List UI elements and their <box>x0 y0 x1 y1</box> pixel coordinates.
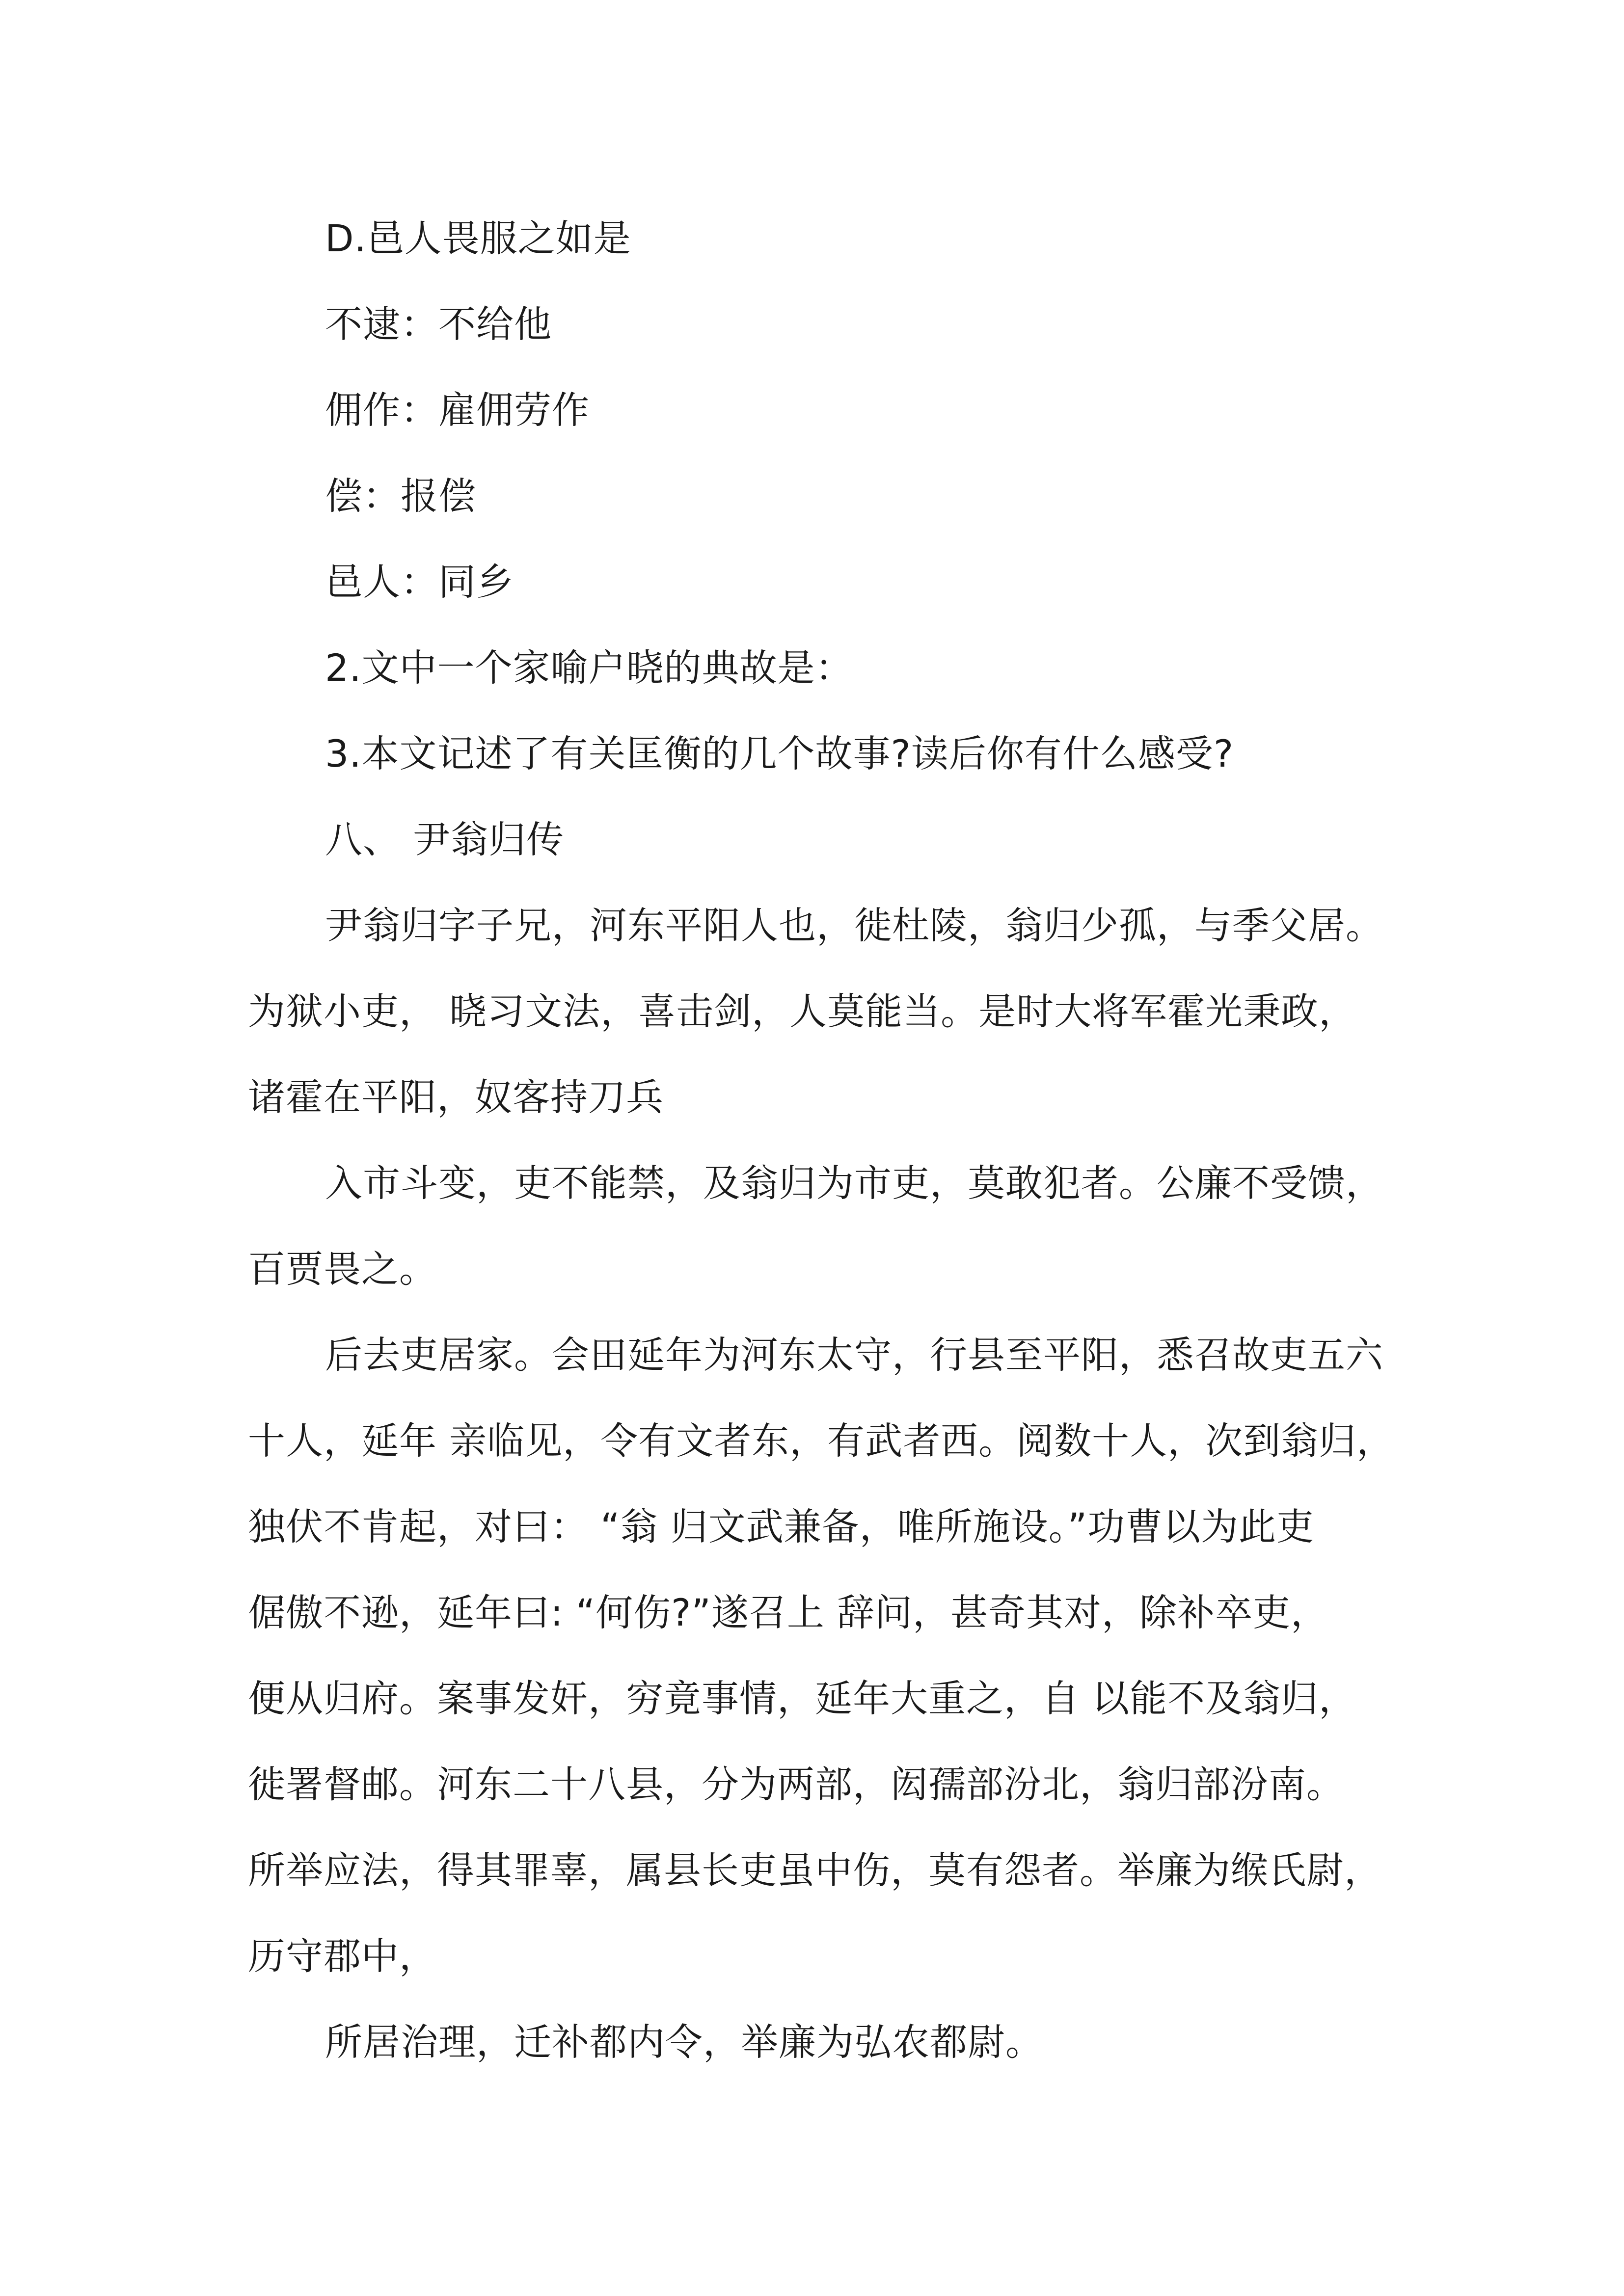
text-line: D.邑人畏服之如是 <box>325 216 631 260</box>
text-line: 入市斗变，吏不能禁，及翁归为市吏，莫敢犯者。公廉不受馈， <box>325 1161 1383 1205</box>
text-line: 独伏不肯起，对曰： “翁 归文武兼备，唯所施设。”功曹以为此吏 <box>248 1505 1315 1548</box>
text-line: 佣作：雇佣劳作 <box>325 388 590 432</box>
text-line: 诸霍在平阳，奴客持刀兵 <box>248 1075 664 1119</box>
text-line: 邑人：同乡 <box>325 560 514 604</box>
text-line: 3.本文记述了有关匡衡的几个故事?读后你有什么感受? <box>325 732 1234 775</box>
text-line: 后去吏居家。会田延年为河东太守，行县至平阳，悉召故吏五六 <box>325 1333 1383 1377</box>
text-line: 所举应法，得其罪辜，属县长吏虽中伤，莫有怨者。举廉为缑氏尉， <box>248 1848 1382 1892</box>
text-line: 徙署督邮。河东二十八县，分为两部，闳孺部汾北，翁归部汾南。 <box>248 1762 1344 1806</box>
text-line: 不逮：不给他 <box>325 302 552 346</box>
text-line: 历守郡中， <box>248 1934 437 1978</box>
text-line: 倨傲不逊，延年曰: “何伤?”遂召上 辞问，甚奇其对，除补卒吏， <box>248 1591 1329 1634</box>
text-line: 偿：报偿 <box>325 474 476 518</box>
text-line: 2.文中一个家喻户晓的典故是： <box>325 646 853 690</box>
text-line: 所居治理，迁补都内令，举廉为弘农都尉。 <box>325 2020 1043 2064</box>
text-line: 为狱小吏， 晓习文法，喜击剑，人莫能当。是时大将军霍光秉政， <box>248 989 1357 1033</box>
section-heading: 八、 尹翁归传 <box>325 818 565 861</box>
text-line: 百贾畏之。 <box>248 1247 437 1291</box>
text-line: 便从归府。案事发奸，穷竟事情，延年大重之，自 以能不及翁归， <box>248 1677 1357 1720</box>
text-line: 十人，延年 亲临见，令有文者东，有武者西。阅数十人，次到翁归， <box>248 1419 1395 1463</box>
text-line: 尹翁归字子兄，河东平阳人也，徙杜陵，翁归少孤，与季父居。 <box>325 904 1383 947</box>
